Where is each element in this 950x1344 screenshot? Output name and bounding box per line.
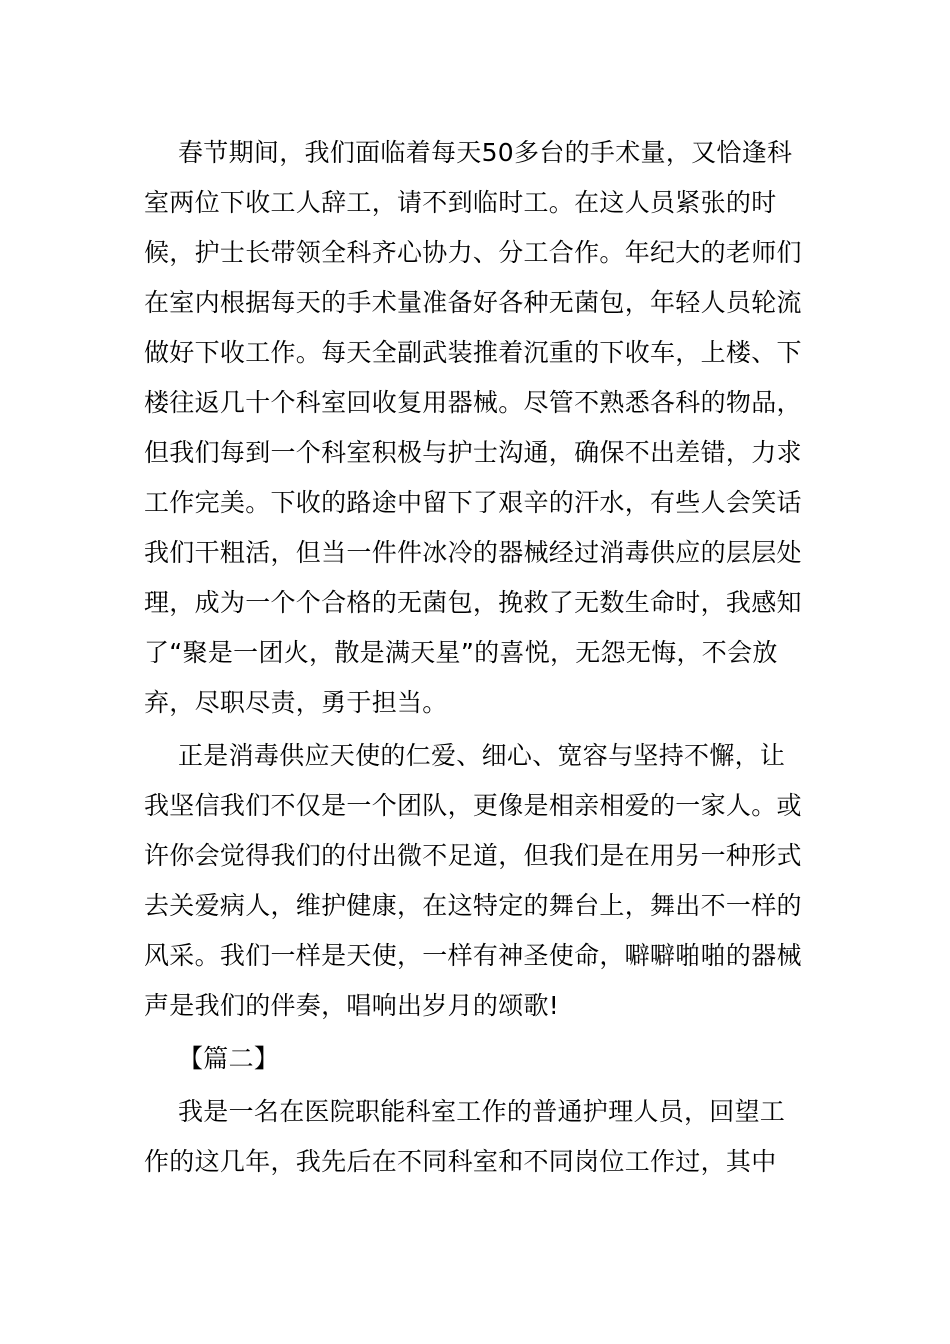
paragraph-angel-team: 正是消毒供应天使的仁爱、细心、宽容与坚持不懈，让我坚信我们不仅是一个团队，更像是相亲相爱的一家人。或许你会觉得我们的付出微不足道，但我们是在用另一种形式去关爱病人，维护健康，在这特定的舞台上，舞出不一样的风采。我们一样是天使，一样有神圣使命，噼噼啪啪的器械声是我们的伴奏，唱响出岁月的颂歌!	[144, 741, 802, 1020]
section-heading-part-two: 【篇二】	[178, 1044, 280, 1073]
paragraph-spring-festival: 春节期间，我们面临着每天50多台的手术量，又恰逢科室两位下收工人辞工，请不到临时工。在这人员紧张的时候，护士长带领全科齐心协力、分工合作。年纪大的老师们在室内根据每天的手术量准备好各种无菌包，年轻人员轮流做好下收工作。每天全副武装推着沉重的下收车，上楼、下楼往返几十个科室回收复用器械。尽管不熟悉各科的物品，但我们每到一个科室积极与护士沟通，确保不出差错，力求工作完美。下收的路途中留下了艰辛的汗水，有些人会笑话我们干粗活，但当一件件冰冷的器械经过消毒供应的层层处理，成为一个个合格的无菌包，挽救了无数生命时，我感知了“聚是一团火，散是满天星”的喜悦，无怨无悔，不会放弃，尽职尽责，勇于担当。	[144, 138, 802, 717]
document-body	[144, 128, 808, 1187]
paragraph-part-two-intro: 我是一名在医院职能科室工作的普通护理人员，回望工作的这几年，我先后在不同科室和不同岗位工作过，其中	[144, 1097, 786, 1176]
